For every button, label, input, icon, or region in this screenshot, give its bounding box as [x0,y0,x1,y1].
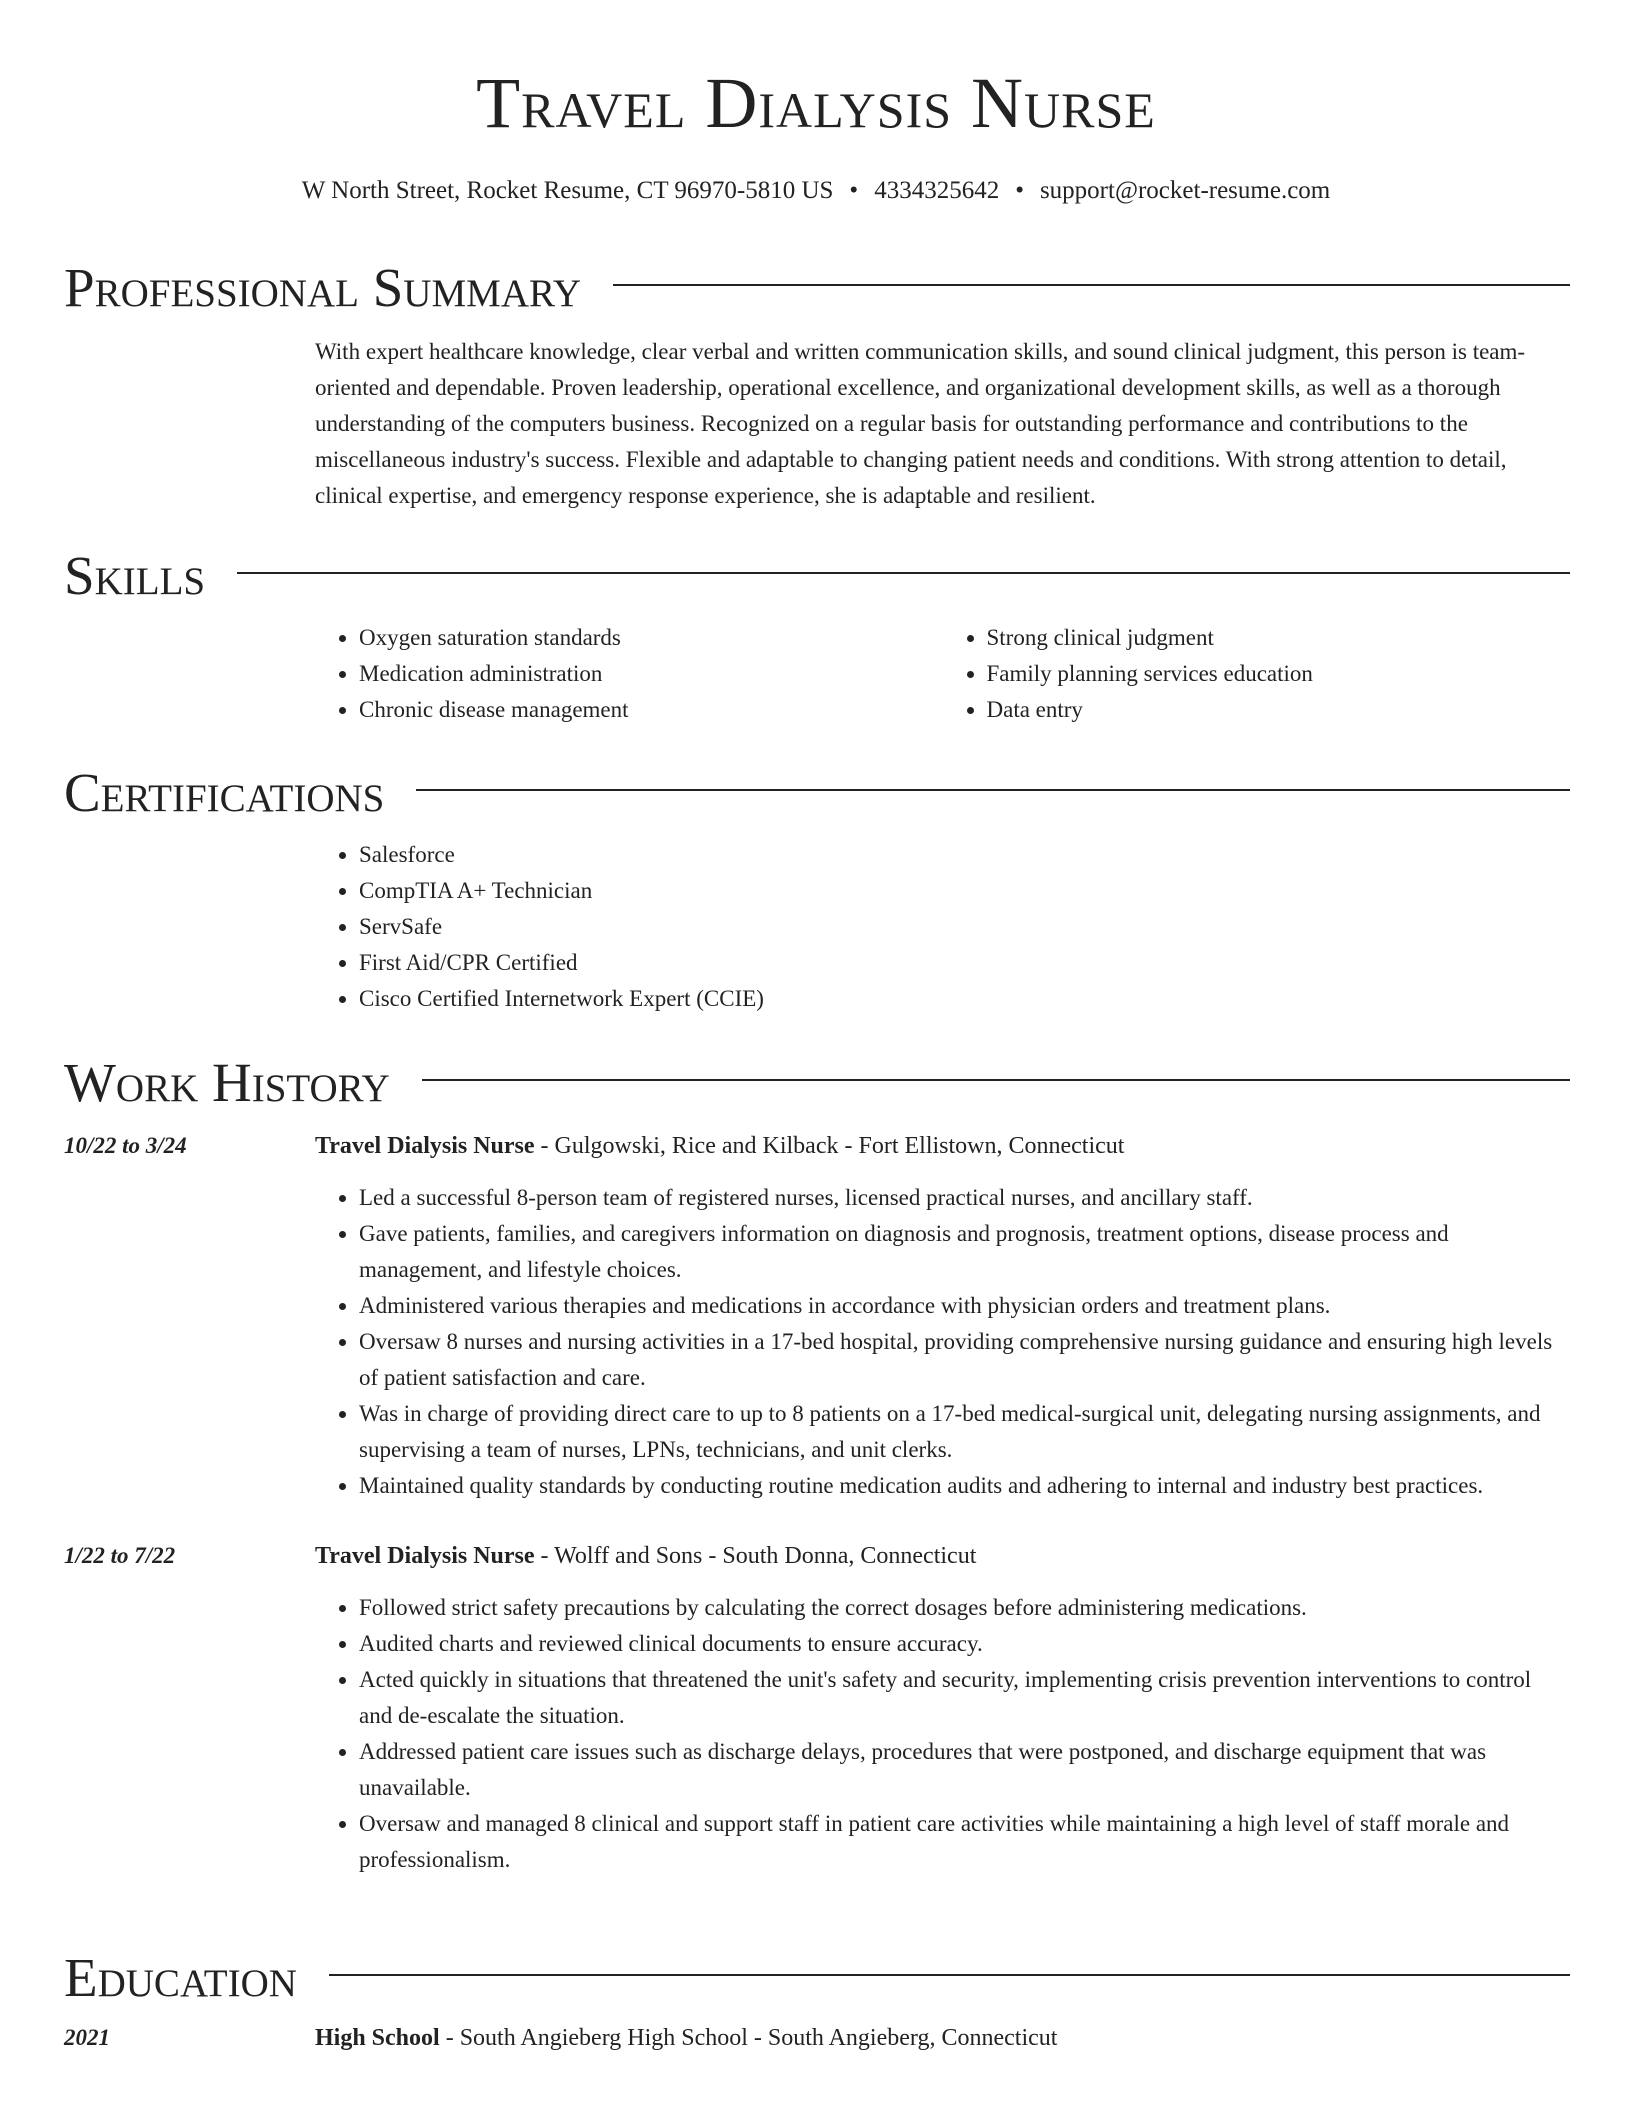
job-title-line [315,1128,1124,1164]
job-duties-list [315,1180,1570,1504]
list-item: • Was in charge of providing direct care to up to 8 patients on a 17-bed medical-surgical unit, delegating nursing assignments, and supervising a team of nurses, LPNs, technicians, and unit clerks. [359,1396,1570,1468]
certifications-body [315,837,1570,1017]
list-item: • Chronic disease management [359,692,943,728]
job-duties [315,1590,1570,1878]
list-item: • Administered various therapies and medications in accordance with physician orders and treatment plans. [359,1288,1570,1324]
list-item: • Oversaw 8 nurses and nursing activities in a 17-bed hospital, providing comprehensive nursing guidance and ensuring high levels of patient satisfaction and care. [359,1324,1570,1396]
certifications-list [315,837,1570,1017]
phone: 4334325642 [874,177,1000,204]
job-employer: - Gulgowski, Rice and Kilback - Fort Ellistown, Connecticut [534,1133,1125,1159]
list-item: • Oversaw and managed 8 clinical and support staff in patient care activities while maintaining a high level of staff morale and professionalism. [359,1806,1570,1878]
skills-list-right [943,620,1571,728]
education-line [315,2020,1057,2056]
resume-name: Travel Dialysis Nurse [476,63,1156,143]
section-header [64,761,1570,825]
education-school: - South Angieberg High School - South Angieberg, Connecticut [439,2025,1058,2051]
job-dates: 1/22 to 7/22 [64,1543,176,1568]
education-degree: High School [315,2025,440,2051]
job-title: Travel Dialysis Nurse [315,1133,535,1159]
job-header [64,1128,1570,1164]
list-item: • Strong clinical judgment [987,620,1571,656]
list-item: • Family planning services education [987,656,1571,692]
work-history-section [64,1051,1570,1878]
education-entry [64,2020,1570,2056]
job-header [64,1538,1570,1574]
contact-line [0,174,1632,208]
list-item: • Addressed patient care issues such as discharge delays, procedures that were postponed, and discharge equipment that was unavailable. [359,1734,1570,1806]
list-item: • Audited charts and reviewed clinical documents to ensure accuracy. [359,1626,1570,1662]
section-title: Skills [64,545,206,606]
list-item: • Oxygen saturation standards [359,620,943,656]
section-divider [422,1079,1570,1081]
job-title: Travel Dialysis Nurse [315,1543,535,1569]
separator: • [1015,177,1024,204]
skills-list-left [315,620,943,728]
section-divider [237,572,1570,574]
section-divider [329,1974,1570,1976]
job-entry [64,1538,1570,1878]
email-link[interactable]: support@rocket-resume.com [1039,177,1331,204]
list-item: • Cisco Certified Internetwork Expert (CCIE) [359,981,1570,1017]
list-item: • Medication administration [359,656,943,692]
job-dates: 10/22 to 3/24 [64,1133,187,1158]
list-item: • Data entry [987,692,1571,728]
list-item: • Led a successful 8-person team of registered nurses, licensed practical nurses, and ancillary staff. [359,1180,1570,1216]
certifications-section [64,761,1570,1017]
job-entry [64,1128,1570,1504]
list-item: • First Aid/CPR Certified [359,945,1570,981]
summary-text: With expert healthcare knowledge, clear verbal and written communication skills, and sound clinical judgment, this person is team-oriented and dependable. Proven leadership, operational excellence, and organizational development skills, as well as a thorough understanding of the computers business. Recognized on a regular basis for outstanding performance and contributions to the miscellaneous industry's success. Flexible and adaptable to changing patient needs and conditions. With strong attention to detail, clinical expertise, and emergency response experience, she is adaptable and resilient. [315,339,1526,508]
section-header [64,1051,1570,1115]
skills-section [64,544,1570,728]
address: W North Street, Rocket Resume, CT 96970-5810 US [301,177,834,204]
list-item: • Gave patients, families, and caregivers information on diagnosis and prognosis, treatment options, disease process and management, and lifestyle choices. [359,1216,1570,1288]
job-title-line [315,1538,976,1574]
list-item: • ServSafe [359,909,1570,945]
section-divider [416,789,1570,791]
list-item: • CompTIA A+ Technician [359,873,1570,909]
job-duties [315,1180,1570,1504]
section-header [64,544,1570,608]
education-section [64,1946,1570,2056]
summary-section [64,256,1570,514]
section-header [64,256,1570,320]
section-title: Education [64,1947,297,2008]
section-title: Work History [64,1052,390,1113]
section-title: Professional Summary [64,257,582,318]
job-employer: - Wolff and Sons - South Donna, Connecticut [534,1543,977,1569]
list-item: • Maintained quality standards by conducting routine medication audits and adhering to internal and industry best practices. [359,1468,1570,1504]
list-item: • Acted quickly in situations that threatened the unit's safety and security, implementing crisis prevention interventions to control and de-escalate the situation. [359,1662,1570,1734]
section-header [64,1946,1570,2010]
list-item: • Followed strict safety precautions by calculating the correct dosages before administering medications. [359,1590,1570,1626]
skills-columns [315,620,1570,728]
separator: • [849,177,859,204]
section-title: Certifications [64,762,385,823]
job-duties-list [315,1590,1570,1878]
list-item: • Salesforce [359,837,1570,873]
section-divider [613,284,1570,286]
education-year: 2021 [64,2025,110,2050]
